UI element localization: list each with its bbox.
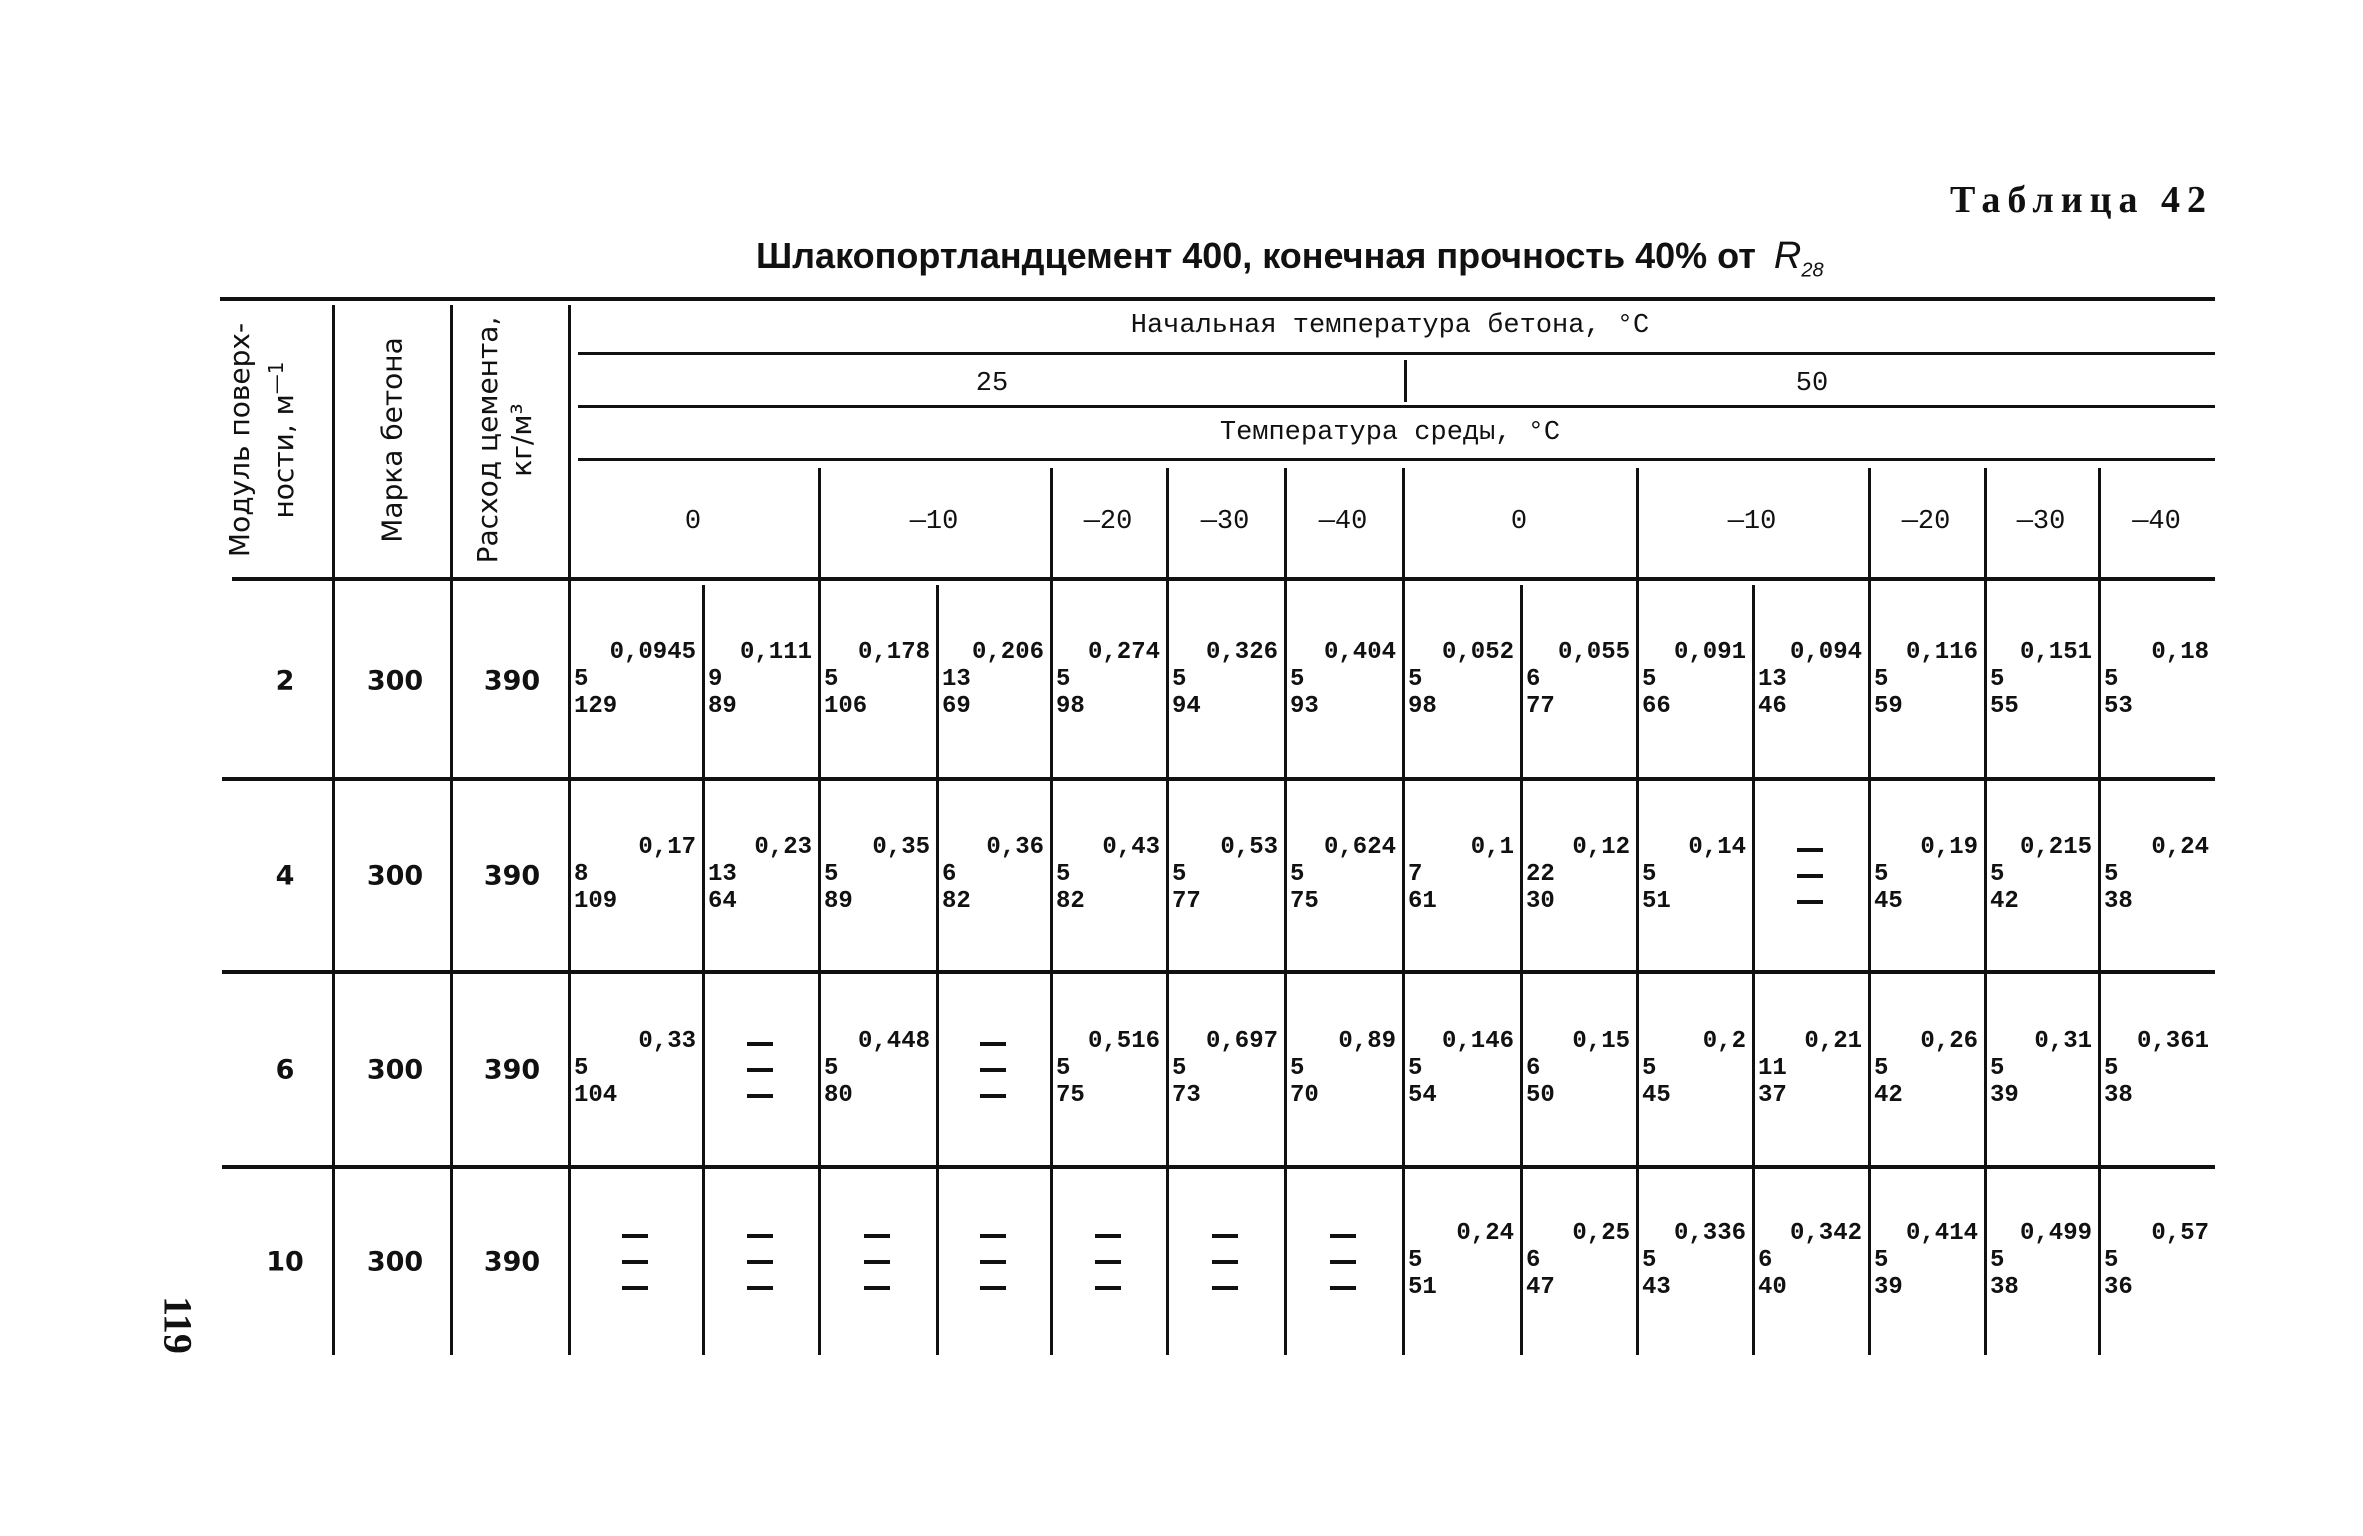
row-grade: 300: [366, 1246, 424, 1278]
cell-hours: 5: [1290, 1054, 1305, 1082]
data-cell: [574, 1028, 700, 1109]
cell-time: 38: [2104, 1081, 2133, 1109]
table-title: [756, 235, 1824, 283]
cell-coefficient: 0,414: [1905, 1220, 1978, 1247]
data-cell: [2104, 1220, 2213, 1301]
empty-dash: [864, 1234, 890, 1238]
cell-time: 46: [1758, 693, 1787, 720]
empty-dash: [622, 1286, 648, 1290]
row-modulus: 4: [275, 860, 295, 891]
row-rule: [222, 970, 2215, 974]
cell-hours: 13: [942, 666, 971, 693]
cell-hours: 5: [1990, 1054, 2005, 1082]
row-modulus: 2: [275, 665, 295, 697]
cell-time: 98: [1408, 693, 1437, 720]
cell-coefficient: 0,43: [1102, 833, 1160, 861]
header-modulus-exp: —1: [263, 361, 288, 395]
row-modulus: 6: [275, 1054, 295, 1085]
data-cell: [1172, 1028, 1282, 1109]
cell-hours: 5: [824, 1054, 839, 1082]
cell-time: 53: [2104, 693, 2133, 720]
cell-time: 39: [1990, 1081, 2019, 1109]
cell-time: 55: [1990, 693, 2019, 720]
title-text: Шлакопортландцемент 400, конечная прочность 40% от: [756, 235, 1756, 276]
data-cell: [1758, 1028, 1866, 1109]
row-cement: 390: [483, 1246, 541, 1278]
cell-time: 106: [824, 693, 868, 720]
header-rule-1: [578, 352, 2215, 355]
cell-time: 50: [1526, 1081, 1555, 1109]
empty-dash: [980, 1042, 1006, 1046]
cell-hours: 5: [1874, 666, 1889, 693]
column-rule: [450, 305, 453, 1355]
cell-coefficient: 0,361: [2136, 1027, 2209, 1055]
header-ambient-temp: Температура среды, °С: [1219, 418, 1561, 448]
cell-coefficient: 0,404: [1323, 639, 1396, 666]
header-modulus-unit: ности, м: [267, 394, 301, 519]
cell-coefficient: 0,697: [1205, 1027, 1278, 1055]
header-ambient-value: 0: [1510, 507, 1528, 537]
data-cell: [1990, 834, 2096, 915]
cell-hours: 5: [1874, 1247, 1889, 1274]
cell-coefficient: 0,57: [2151, 1220, 2209, 1247]
data-cell: [1172, 834, 1282, 915]
empty-dash: [864, 1286, 890, 1290]
header-rule-3: [578, 458, 2215, 461]
cell-hours: 5: [2104, 666, 2119, 693]
cell-hours: 5: [1056, 860, 1071, 888]
ambient-rule: [1984, 468, 1987, 1355]
header-ambient-value: —40: [2132, 507, 2181, 537]
cell-time: 89: [824, 887, 853, 915]
row-cement: 390: [483, 665, 541, 697]
cell-hours: 7: [1408, 860, 1423, 888]
cell-coefficient: 0,25: [1572, 1220, 1630, 1247]
cell-coefficient: 0,151: [2019, 639, 2092, 666]
data-cell: [1642, 1028, 1750, 1109]
header-ambient-value: —20: [1083, 507, 1133, 537]
data-cell: [2104, 834, 2213, 915]
data-cell: [2104, 639, 2213, 720]
empty-dash: [622, 1234, 648, 1238]
header-cement: [471, 317, 539, 564]
subcolumn-rule: [936, 585, 939, 1355]
header-initial-temp: Начальная температура бетона, °С: [1130, 311, 1650, 341]
cell-time: 30: [1526, 887, 1555, 915]
cell-hours: 22: [1526, 860, 1555, 888]
cell-coefficient: 0,36: [986, 833, 1044, 861]
data-cell: [1408, 834, 1518, 915]
header-ambient-value: —40: [1318, 507, 1368, 537]
empty-dash: [864, 1260, 890, 1264]
cell-hours: 5: [2104, 860, 2119, 888]
cell-coefficient: 0,35: [872, 833, 930, 861]
cell-coefficient: 0,116: [1905, 639, 1978, 666]
ambient-rule: [1402, 468, 1405, 1355]
cell-hours: 11: [1758, 1054, 1787, 1082]
cell-time: 75: [1290, 887, 1319, 915]
header-modulus-line1: Модуль поверх-: [222, 322, 256, 558]
cell-coefficient: 0,342: [1789, 1220, 1862, 1247]
cell-coefficient: 0,15: [1572, 1027, 1630, 1055]
cell-time: 54: [1408, 1081, 1437, 1109]
subcolumn-rule: [1752, 585, 1755, 1355]
cell-hours: 5: [1874, 1054, 1889, 1082]
ambient-rule: [2098, 468, 2101, 1355]
table-number: Таблица 42: [1949, 179, 2213, 221]
data-cell: [708, 834, 816, 915]
data-cell: [1056, 1028, 1164, 1109]
cell-coefficient: 0,18: [2151, 639, 2209, 666]
subcolumn-rule: [1520, 585, 1523, 1355]
cell-time: 82: [942, 887, 971, 915]
title-symbol: $R_{28}$: [1773, 235, 1824, 282]
data-cell: [824, 639, 934, 720]
cell-time: 37: [1758, 1081, 1787, 1109]
ambient-rule: [1284, 468, 1287, 1355]
table-top-rule: [220, 297, 2215, 301]
data-cell: [1290, 639, 1400, 720]
cell-time: 47: [1526, 1274, 1555, 1301]
data-cell: [824, 1028, 934, 1109]
ambient-rule: [1050, 468, 1053, 1355]
data-cell: [1642, 639, 1750, 720]
cell-hours: 5: [1990, 1247, 2005, 1274]
header-ambient-value: —10: [1727, 507, 1777, 537]
cell-coefficient: 0,1: [1470, 833, 1514, 861]
cell-time: 66: [1642, 693, 1671, 720]
cell-hours: 6: [1526, 1054, 1541, 1082]
empty-dash: [980, 1286, 1006, 1290]
subcolumn-rule: [702, 585, 705, 1355]
empty-dash: [1212, 1286, 1238, 1290]
cell-time: 75: [1056, 1081, 1085, 1109]
header-rule-2: [578, 405, 2215, 408]
cell-coefficient: 0,53: [1220, 833, 1278, 861]
cell-coefficient: 0,055: [1557, 639, 1630, 666]
cell-hours: 5: [824, 666, 839, 693]
header-modulus: [222, 323, 302, 557]
empty-dash: [980, 1234, 1006, 1238]
data-cell: [1758, 639, 1866, 720]
cell-hours: 6: [1526, 666, 1541, 693]
empty-dash: [1095, 1286, 1121, 1290]
group-divider: [1404, 360, 1407, 402]
data-cell: [1990, 639, 2096, 720]
cell-time: 93: [1290, 693, 1319, 720]
data-cell: [1408, 639, 1518, 720]
cell-hours: 5: [1172, 860, 1187, 888]
empty-dash: [1330, 1260, 1356, 1264]
cell-hours: 5: [574, 1054, 589, 1082]
cell-coefficient: 0,23: [754, 833, 812, 861]
data-cell: [1990, 1028, 2096, 1109]
header-ambient-value: —30: [2016, 507, 2066, 537]
data-cell: [2104, 1028, 2213, 1109]
row-grade: 300: [366, 860, 424, 891]
cell-coefficient: 0,336: [1673, 1220, 1746, 1247]
ambient-rule: [818, 468, 821, 1355]
cell-time: 61: [1408, 887, 1437, 915]
cell-hours: 5: [1408, 1054, 1423, 1082]
header-ambient-value: —20: [1901, 507, 1951, 537]
header-ambient-value: —10: [909, 507, 959, 537]
empty-dash: [980, 1068, 1006, 1072]
data-cell: [1642, 834, 1750, 915]
cell-hours: 5: [2104, 1054, 2119, 1082]
cell-coefficient: 0,17: [638, 833, 696, 861]
data-cell: [1642, 1220, 1750, 1301]
header-grade: Марка бетона: [375, 337, 409, 543]
empty-dash: [747, 1094, 773, 1098]
row-grade: 300: [366, 1054, 424, 1085]
cell-time: 94: [1172, 693, 1201, 720]
data-cell: [1874, 639, 1982, 720]
cell-hours: 6: [1758, 1247, 1773, 1274]
cell-hours: 13: [1758, 666, 1787, 693]
cell-time: 42: [1990, 887, 2019, 915]
empty-dash: [980, 1094, 1006, 1098]
empty-dash: [1212, 1260, 1238, 1264]
cell-coefficient: 0,274: [1087, 639, 1160, 666]
cell-hours: 5: [1408, 1247, 1423, 1274]
page-number: 119: [155, 1296, 201, 1354]
cell-coefficient: 0,499: [2019, 1220, 2092, 1247]
cell-time: 39: [1874, 1274, 1903, 1301]
cell-coefficient: 0,14: [1688, 833, 1746, 861]
cell-hours: 5: [1642, 860, 1657, 888]
data-cell: [574, 639, 700, 720]
data-cell: [1408, 1028, 1518, 1109]
empty-dash: [747, 1260, 773, 1264]
empty-dash: [747, 1068, 773, 1072]
empty-dash: [1095, 1234, 1121, 1238]
cell-hours: 6: [942, 860, 957, 888]
cell-coefficient: 0,111: [739, 639, 812, 666]
cell-time: 77: [1172, 887, 1201, 915]
cell-coefficient: 0,052: [1441, 639, 1514, 666]
header-modulus-line2: [258, 323, 302, 557]
cell-hours: 5: [2104, 1247, 2119, 1274]
cell-coefficient: 0,146: [1441, 1027, 1514, 1055]
data-cell: [1758, 1220, 1866, 1301]
row-rule: [222, 777, 2215, 781]
data-cell: [574, 834, 700, 915]
data-cell: [1056, 639, 1164, 720]
column-rule: [332, 305, 335, 1355]
cell-time: 38: [1990, 1274, 2019, 1301]
cell-hours: 13: [708, 860, 737, 888]
data-cell: [1172, 639, 1282, 720]
row-grade: 300: [366, 665, 424, 697]
cell-coefficient: 0,33: [638, 1027, 696, 1055]
cell-coefficient: 0,0945: [609, 639, 696, 666]
cell-hours: 5: [1056, 1054, 1071, 1082]
data-cell: [1874, 1220, 1982, 1301]
cell-time: 40: [1758, 1274, 1787, 1301]
header-init-25: 25: [975, 369, 1009, 399]
cell-hours: 5: [824, 860, 839, 888]
header-init-50: 50: [1795, 369, 1829, 399]
cell-coefficient: 0,24: [1456, 1220, 1514, 1247]
data-cell: [1056, 834, 1164, 915]
ambient-rule: [1166, 468, 1169, 1355]
cell-time: 89: [708, 693, 737, 720]
empty-dash: [747, 1042, 773, 1046]
cell-time: 77: [1526, 693, 1555, 720]
cell-coefficient: 0,24: [2151, 833, 2209, 861]
cell-time: 36: [2104, 1274, 2133, 1301]
data-cell: [1874, 1028, 1982, 1109]
data-cell: [1290, 1028, 1400, 1109]
cell-time: 80: [824, 1081, 853, 1109]
cell-time: 70: [1290, 1081, 1319, 1109]
header-bottom-rule: [232, 577, 2215, 581]
cell-hours: 5: [1408, 666, 1423, 693]
row-modulus: 10: [266, 1246, 304, 1278]
cell-time: 64: [708, 887, 737, 915]
cell-time: 38: [2104, 887, 2133, 915]
cell-time: 45: [1874, 887, 1903, 915]
cell-hours: 5: [1874, 860, 1889, 888]
header-cement-line2: кг/м³: [505, 403, 538, 477]
cell-coefficient: 0,19: [1920, 833, 1978, 861]
cell-time: 51: [1642, 887, 1671, 915]
title-symbol-sub: 28: [1801, 259, 1824, 282]
cell-coefficient: 0,2: [1702, 1027, 1746, 1055]
empty-dash: [622, 1260, 648, 1264]
data-cell: [942, 639, 1048, 720]
cell-hours: 5: [1642, 666, 1657, 693]
cell-hours: 5: [1642, 1247, 1657, 1274]
data-cell: [1526, 1220, 1634, 1301]
cell-time: 45: [1642, 1081, 1671, 1109]
cell-time: 82: [1056, 887, 1085, 915]
cell-coefficient: 0,624: [1323, 833, 1396, 861]
header-ambient-value: 0: [684, 507, 702, 537]
empty-dash: [1797, 900, 1823, 904]
data-cell: [824, 834, 934, 915]
cell-coefficient: 0,178: [857, 639, 930, 666]
cell-hours: 5: [1056, 666, 1071, 693]
cell-coefficient: 0,21: [1804, 1027, 1862, 1055]
cell-hours: 9: [708, 666, 723, 693]
cell-coefficient: 0,12: [1572, 833, 1630, 861]
ambient-rule: [1636, 468, 1639, 1355]
empty-dash: [1095, 1260, 1121, 1264]
empty-dash: [747, 1234, 773, 1238]
cell-hours: 5: [1290, 860, 1305, 888]
empty-dash: [747, 1286, 773, 1290]
empty-dash: [980, 1260, 1006, 1264]
cell-coefficient: 0,094: [1789, 639, 1862, 666]
cell-time: 59: [1874, 693, 1903, 720]
data-cell: [1526, 1028, 1634, 1109]
empty-dash: [1330, 1286, 1356, 1290]
row-cement: 390: [483, 860, 541, 891]
data-cell: [942, 834, 1048, 915]
cell-time: 69: [942, 693, 971, 720]
cell-time: 98: [1056, 693, 1085, 720]
cell-hours: 5: [1990, 666, 2005, 693]
empty-dash: [1797, 874, 1823, 878]
cell-coefficient: 0,26: [1920, 1027, 1978, 1055]
cell-time: 43: [1642, 1274, 1671, 1301]
cell-hours: 5: [1990, 860, 2005, 888]
data-cell: [1290, 834, 1400, 915]
cell-hours: 5: [1290, 666, 1305, 693]
data-cell: [1526, 639, 1634, 720]
cell-hours: 5: [574, 666, 589, 693]
cell-coefficient: 0,89: [1338, 1027, 1396, 1055]
cell-coefficient: 0,206: [971, 639, 1044, 666]
cell-coefficient: 0,516: [1087, 1027, 1160, 1055]
cell-hours: 8: [574, 860, 589, 888]
cell-hours: 5: [1172, 666, 1187, 693]
cell-time: 129: [574, 693, 618, 720]
cell-hours: 5: [1172, 1054, 1187, 1082]
cell-time: 73: [1172, 1081, 1201, 1109]
row-rule: [222, 1165, 2215, 1169]
empty-dash: [1797, 848, 1823, 852]
data-cell: [1526, 834, 1634, 915]
cell-time: 42: [1874, 1081, 1903, 1109]
data-cell: [1990, 1220, 2096, 1301]
cell-time: 51: [1408, 1274, 1437, 1301]
row-cement: 390: [483, 1054, 541, 1085]
data-cell: [1408, 1220, 1518, 1301]
cell-coefficient: 0,091: [1673, 639, 1746, 666]
cell-coefficient: 0,448: [857, 1027, 930, 1055]
ambient-rule: [1868, 468, 1871, 1355]
cell-hours: 6: [1526, 1247, 1541, 1274]
cell-time: 109: [574, 887, 618, 915]
header-cement-line1: Расход цемента,: [471, 316, 504, 564]
empty-dash: [1330, 1234, 1356, 1238]
cell-coefficient: 0,215: [2019, 833, 2092, 861]
data-cell: [1874, 834, 1982, 915]
data-cell: [708, 639, 816, 720]
header-ambient-value: —30: [1200, 507, 1250, 537]
cell-coefficient: 0,31: [2034, 1027, 2092, 1055]
cell-coefficient: 0,326: [1205, 639, 1278, 666]
cell-hours: 5: [1642, 1054, 1657, 1082]
empty-dash: [1212, 1234, 1238, 1238]
cell-time: 104: [574, 1081, 618, 1109]
column-rule: [568, 305, 571, 1355]
